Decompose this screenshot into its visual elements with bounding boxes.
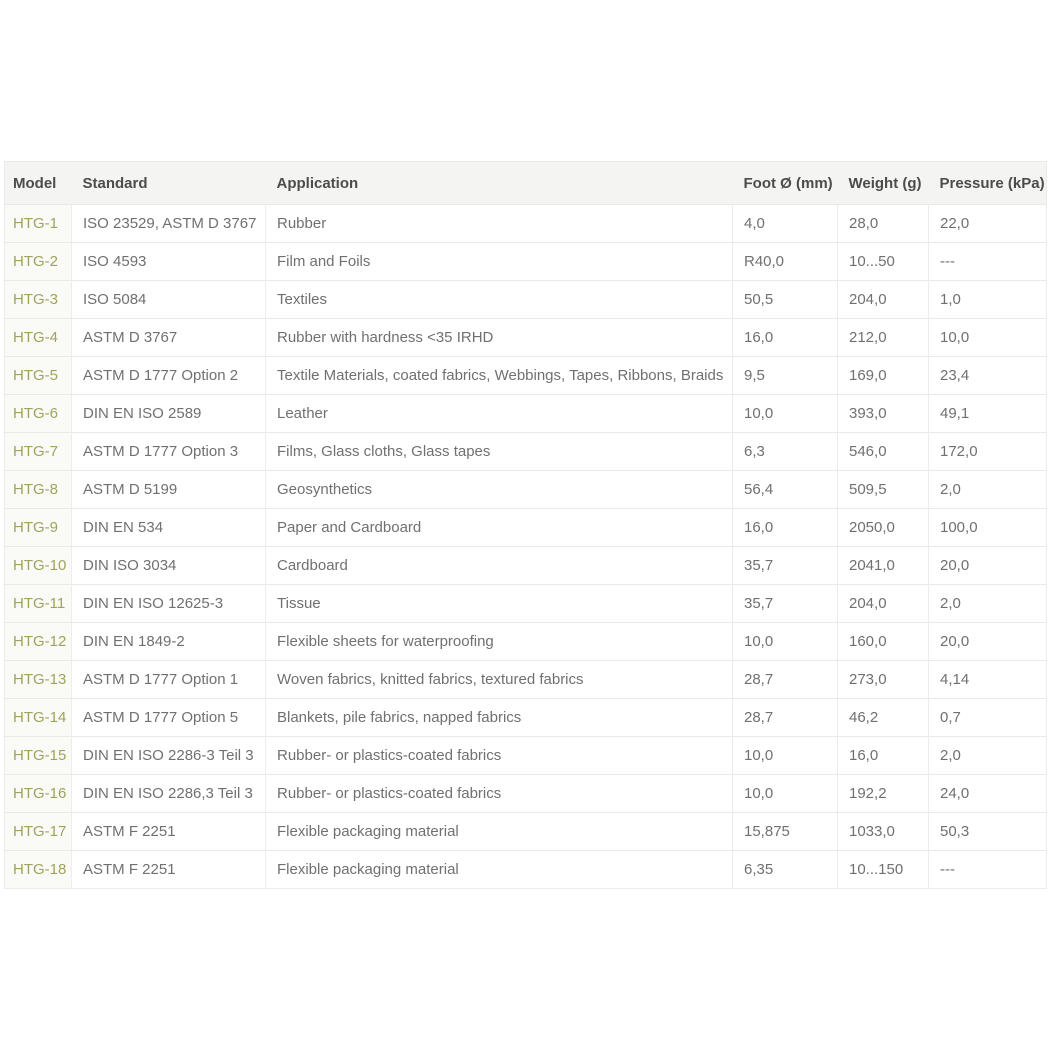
cell-foot: 10,0 bbox=[733, 623, 838, 661]
table-header bbox=[5, 162, 1047, 205]
cell-foot: 16,0 bbox=[733, 509, 838, 547]
cell-weight: 212,0 bbox=[838, 319, 929, 357]
model-link[interactable]: HTG-3 bbox=[5, 281, 72, 319]
model-link[interactable]: HTG-4 bbox=[5, 319, 72, 357]
table-row bbox=[5, 243, 1047, 281]
cell-foot: 50,5 bbox=[733, 281, 838, 319]
column-header-standard: Standard bbox=[72, 162, 266, 205]
cell-pressure: 0,7 bbox=[929, 699, 1047, 737]
model-link[interactable]: HTG-8 bbox=[5, 471, 72, 509]
spec-table bbox=[4, 161, 1047, 889]
cell-weight: 169,0 bbox=[838, 357, 929, 395]
cell-foot: 15,875 bbox=[733, 813, 838, 851]
cell-weight: 1033,0 bbox=[838, 813, 929, 851]
cell-application: Film and Foils bbox=[266, 243, 733, 281]
table-row bbox=[5, 623, 1047, 661]
cell-foot: 10,0 bbox=[733, 395, 838, 433]
cell-standard: ISO 4593 bbox=[72, 243, 266, 281]
table-row bbox=[5, 395, 1047, 433]
column-header-weight: Weight (g) bbox=[838, 162, 929, 205]
cell-foot: 10,0 bbox=[733, 775, 838, 813]
cell-application: Leather bbox=[266, 395, 733, 433]
cell-application: Films, Glass cloths, Glass tapes bbox=[266, 433, 733, 471]
cell-application: Flexible packaging material bbox=[266, 813, 733, 851]
model-link[interactable]: HTG-9 bbox=[5, 509, 72, 547]
cell-weight: 16,0 bbox=[838, 737, 929, 775]
model-link[interactable]: HTG-13 bbox=[5, 661, 72, 699]
cell-application: Textiles bbox=[266, 281, 733, 319]
model-link[interactable]: HTG-15 bbox=[5, 737, 72, 775]
cell-weight: 393,0 bbox=[838, 395, 929, 433]
table-row bbox=[5, 471, 1047, 509]
cell-application: Rubber- or plastics-coated fabrics bbox=[266, 737, 733, 775]
table-row bbox=[5, 509, 1047, 547]
cell-application: Geosynthetics bbox=[266, 471, 733, 509]
cell-foot: 4,0 bbox=[733, 205, 838, 243]
table-row bbox=[5, 813, 1047, 851]
cell-application: Rubber bbox=[266, 205, 733, 243]
table-row bbox=[5, 281, 1047, 319]
cell-standard: DIN EN ISO 2589 bbox=[72, 395, 266, 433]
cell-weight: 509,5 bbox=[838, 471, 929, 509]
cell-application: Blankets, pile fabrics, napped fabrics bbox=[266, 699, 733, 737]
table-row bbox=[5, 585, 1047, 623]
header-row bbox=[5, 162, 1047, 205]
column-header-pressure: Pressure (kPa) bbox=[929, 162, 1047, 205]
table-row bbox=[5, 319, 1047, 357]
cell-pressure: 49,1 bbox=[929, 395, 1047, 433]
cell-foot: 6,35 bbox=[733, 851, 838, 889]
cell-standard: DIN ISO 3034 bbox=[72, 547, 266, 585]
cell-standard: ASTM D 3767 bbox=[72, 319, 266, 357]
table-row bbox=[5, 433, 1047, 471]
cell-weight: 204,0 bbox=[838, 281, 929, 319]
model-link[interactable]: HTG-6 bbox=[5, 395, 72, 433]
cell-foot: 56,4 bbox=[733, 471, 838, 509]
table-row bbox=[5, 547, 1047, 585]
model-link[interactable]: HTG-16 bbox=[5, 775, 72, 813]
table-row bbox=[5, 699, 1047, 737]
cell-foot: 10,0 bbox=[733, 737, 838, 775]
cell-weight: 192,2 bbox=[838, 775, 929, 813]
cell-application: Cardboard bbox=[266, 547, 733, 585]
cell-standard: DIN EN 1849-2 bbox=[72, 623, 266, 661]
cell-application: Textile Materials, coated fabrics, Webbings, Tapes, Ribbons, Braids bbox=[266, 357, 733, 395]
cell-weight: 273,0 bbox=[838, 661, 929, 699]
table-row bbox=[5, 357, 1047, 395]
cell-weight: 2041,0 bbox=[838, 547, 929, 585]
model-link[interactable]: HTG-2 bbox=[5, 243, 72, 281]
cell-weight: 10...150 bbox=[838, 851, 929, 889]
cell-foot: 6,3 bbox=[733, 433, 838, 471]
model-link[interactable]: HTG-14 bbox=[5, 699, 72, 737]
cell-application: Rubber with hardness <35 IRHD bbox=[266, 319, 733, 357]
cell-pressure: 10,0 bbox=[929, 319, 1047, 357]
spec-table-container bbox=[4, 161, 1046, 889]
cell-weight: 46,2 bbox=[838, 699, 929, 737]
cell-foot: 35,7 bbox=[733, 547, 838, 585]
cell-standard: DIN EN ISO 2286,3 Teil 3 bbox=[72, 775, 266, 813]
column-header-foot-diameter: Foot Ø (mm) bbox=[733, 162, 838, 205]
cell-foot: 28,7 bbox=[733, 699, 838, 737]
model-link[interactable]: HTG-11 bbox=[5, 585, 72, 623]
cell-pressure: 4,14 bbox=[929, 661, 1047, 699]
cell-standard: ASTM D 1777 Option 5 bbox=[72, 699, 266, 737]
cell-foot: 16,0 bbox=[733, 319, 838, 357]
cell-standard: DIN EN 534 bbox=[72, 509, 266, 547]
cell-standard: ASTM F 2251 bbox=[72, 813, 266, 851]
cell-standard: ASTM D 1777 Option 1 bbox=[72, 661, 266, 699]
table-row bbox=[5, 737, 1047, 775]
cell-standard: ASTM D 1777 Option 2 bbox=[72, 357, 266, 395]
cell-pressure: 100,0 bbox=[929, 509, 1047, 547]
table-row bbox=[5, 205, 1047, 243]
cell-standard: ASTM F 2251 bbox=[72, 851, 266, 889]
cell-pressure: 22,0 bbox=[929, 205, 1047, 243]
cell-standard: DIN EN ISO 12625-3 bbox=[72, 585, 266, 623]
model-link[interactable]: HTG-10 bbox=[5, 547, 72, 585]
cell-standard: ASTM D 1777 Option 3 bbox=[72, 433, 266, 471]
cell-application: Woven fabrics, knitted fabrics, textured fabrics bbox=[266, 661, 733, 699]
column-header-model: Model bbox=[5, 162, 72, 205]
cell-pressure: --- bbox=[929, 243, 1047, 281]
cell-foot: 28,7 bbox=[733, 661, 838, 699]
cell-pressure: 2,0 bbox=[929, 585, 1047, 623]
model-link[interactable]: HTG-17 bbox=[5, 813, 72, 851]
model-link[interactable]: HTG-12 bbox=[5, 623, 72, 661]
model-link[interactable]: HTG-18 bbox=[5, 851, 72, 889]
cell-application: Rubber- or plastics-coated fabrics bbox=[266, 775, 733, 813]
cell-application: Flexible sheets for waterproofing bbox=[266, 623, 733, 661]
column-header-application: Application bbox=[266, 162, 733, 205]
cell-pressure: 23,4 bbox=[929, 357, 1047, 395]
cell-standard: ISO 5084 bbox=[72, 281, 266, 319]
cell-application: Flexible packaging material bbox=[266, 851, 733, 889]
cell-application: Tissue bbox=[266, 585, 733, 623]
cell-weight: 160,0 bbox=[838, 623, 929, 661]
model-link[interactable]: HTG-1 bbox=[5, 205, 72, 243]
table-body bbox=[5, 205, 1047, 889]
cell-pressure: 24,0 bbox=[929, 775, 1047, 813]
model-link[interactable]: HTG-5 bbox=[5, 357, 72, 395]
cell-weight: 28,0 bbox=[838, 205, 929, 243]
cell-standard: DIN EN ISO 2286-3 Teil 3 bbox=[72, 737, 266, 775]
cell-weight: 204,0 bbox=[838, 585, 929, 623]
cell-weight: 2050,0 bbox=[838, 509, 929, 547]
cell-pressure: 20,0 bbox=[929, 547, 1047, 585]
cell-pressure: 1,0 bbox=[929, 281, 1047, 319]
cell-pressure: --- bbox=[929, 851, 1047, 889]
cell-foot: 9,5 bbox=[733, 357, 838, 395]
cell-application: Paper and Cardboard bbox=[266, 509, 733, 547]
cell-pressure: 50,3 bbox=[929, 813, 1047, 851]
cell-standard: ISO 23529, ASTM D 3767 bbox=[72, 205, 266, 243]
cell-foot: 35,7 bbox=[733, 585, 838, 623]
cell-standard: ASTM D 5199 bbox=[72, 471, 266, 509]
cell-foot: R40,0 bbox=[733, 243, 838, 281]
cell-weight: 10...50 bbox=[838, 243, 929, 281]
table-row bbox=[5, 851, 1047, 889]
cell-pressure: 172,0 bbox=[929, 433, 1047, 471]
table-row bbox=[5, 661, 1047, 699]
model-link[interactable]: HTG-7 bbox=[5, 433, 72, 471]
cell-pressure: 2,0 bbox=[929, 737, 1047, 775]
cell-pressure: 2,0 bbox=[929, 471, 1047, 509]
cell-weight: 546,0 bbox=[838, 433, 929, 471]
cell-pressure: 20,0 bbox=[929, 623, 1047, 661]
table-row bbox=[5, 775, 1047, 813]
